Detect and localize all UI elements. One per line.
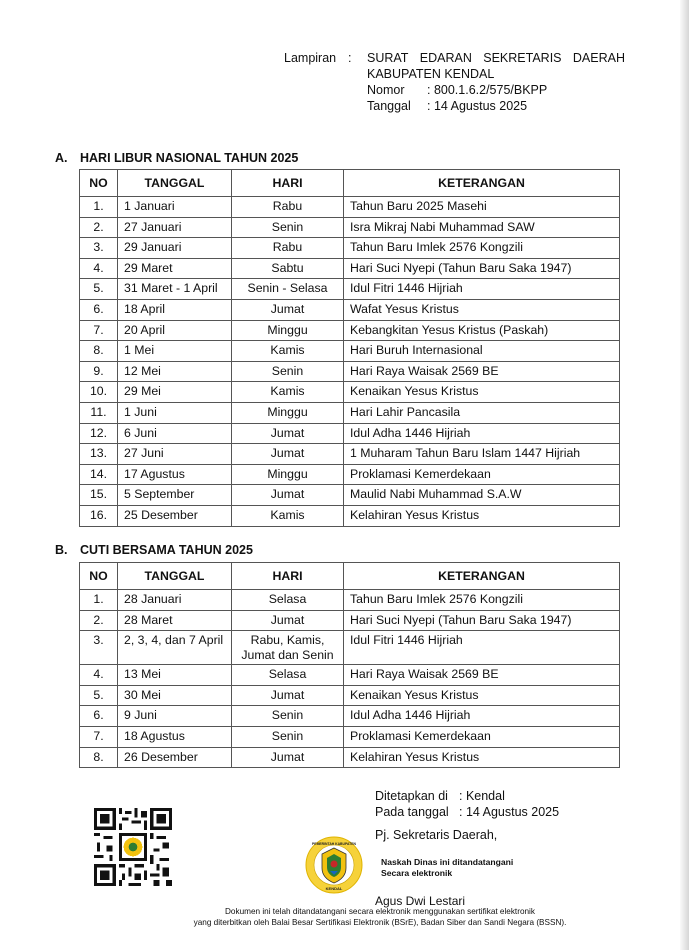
cell-no: 4. (80, 665, 118, 686)
cell-no: 7. (80, 726, 118, 747)
seal-top-text: PEMERINTAH KABUPATEN (312, 842, 356, 846)
cell-hari: Selasa (232, 590, 344, 611)
cell-no: 11. (80, 402, 118, 423)
cell-tanggal: 26 Desember (118, 747, 232, 768)
lampiran-word: DAERAH (572, 51, 625, 65)
cell-no: 1. (80, 197, 118, 218)
cell-no: 6. (80, 706, 118, 727)
section-b-letter: B. (55, 543, 68, 557)
cell-no: 8. (80, 747, 118, 768)
cell-no: 12. (80, 423, 118, 444)
cell-tanggal: 27 Juni (118, 444, 232, 465)
col-header-no: NO (80, 563, 118, 590)
cell-hari: Minggu (232, 464, 344, 485)
table-row (80, 685, 620, 706)
col-header-tanggal: TANGGAL (118, 563, 232, 590)
kendal-seal-icon (305, 836, 363, 894)
table-header-row (80, 563, 620, 590)
cell-tanggal: 17 Agustus (118, 464, 232, 485)
cell-hari: Kamis (232, 505, 344, 526)
cell-tanggal: 28 Januari (118, 590, 232, 611)
cell-tanggal: 13 Mei (118, 665, 232, 686)
cell-hari: Sabtu (232, 258, 344, 279)
tanggal-label: Tanggal (367, 99, 411, 113)
signer-title: Pj. Sekretaris Daerah, (375, 828, 498, 842)
cell-no: 2. (80, 610, 118, 631)
qr-code-icon (94, 808, 172, 886)
cell-tanggal: 12 Mei (118, 361, 232, 382)
cell-keterangan: Idul Adha 1446 Hijriah (344, 706, 620, 727)
e-signed-note (381, 857, 513, 879)
table-row (80, 485, 620, 506)
cell-no: 13. (80, 444, 118, 465)
col-header-no: NO (80, 170, 118, 197)
cell-keterangan: Proklamasi Kemerdekaan (344, 464, 620, 485)
cell-keterangan: Kenaikan Yesus Kristus (344, 685, 620, 706)
col-header-keterangan: KETERANGAN (344, 170, 620, 197)
cuti-bersama-table (79, 562, 620, 768)
e-signed-line2: Secara elektronik (381, 868, 453, 878)
section-a-title (55, 151, 298, 165)
table-row (80, 341, 620, 362)
cell-no: 3. (80, 238, 118, 259)
cell-hari: Senin (232, 706, 344, 727)
footer-line2: yang diterbitkan oleh Balai Besar Sertifikasi Elektronik (BSrE), Badan Siber dan Sandi Negara (BSSN). (193, 918, 567, 927)
col-header-keterangan: KETERANGAN (344, 563, 620, 590)
cell-hari: Rabu (232, 197, 344, 218)
table-header-row (80, 170, 620, 197)
section-a-letter: A. (55, 151, 68, 165)
cell-no: 6. (80, 299, 118, 320)
table-row (80, 402, 620, 423)
cell-keterangan: Tahun Baru 2025 Masehi (344, 197, 620, 218)
cell-keterangan: Kebangkitan Yesus Kristus (Paskah) (344, 320, 620, 341)
col-header-tanggal: TANGGAL (118, 170, 232, 197)
cell-keterangan: Wafat Yesus Kristus (344, 299, 620, 320)
cell-no: 1. (80, 590, 118, 611)
table-row (80, 258, 620, 279)
cell-hari: Jumat (232, 444, 344, 465)
col-header-hari: HARI (232, 170, 344, 197)
cell-hari: Rabu, Kamis, Jumat dan Senin (232, 631, 344, 665)
cell-tanggal: 29 Mei (118, 382, 232, 403)
cell-keterangan: Idul Adha 1446 Hijriah (344, 423, 620, 444)
table-row (80, 382, 620, 403)
cell-tanggal: 18 Agustus (118, 726, 232, 747)
cell-tanggal: 6 Juni (118, 423, 232, 444)
cell-hari: Senin (232, 217, 344, 238)
footer-note (100, 906, 660, 928)
pada-tanggal-label: Pada tanggal (375, 805, 449, 819)
cell-no: 16. (80, 505, 118, 526)
cell-tanggal: 25 Desember (118, 505, 232, 526)
cell-no: 7. (80, 320, 118, 341)
table-row (80, 590, 620, 611)
table-row (80, 238, 620, 259)
table-row (80, 197, 620, 218)
table-row (80, 320, 620, 341)
cell-keterangan: Hari Buruh Internasional (344, 341, 620, 362)
ditetapkan-block (375, 788, 559, 820)
cell-keterangan: 1 Muharam Tahun Baru Islam 1447 Hijriah (344, 444, 620, 465)
cell-tanggal: 29 Januari (118, 238, 232, 259)
cell-tanggal: 30 Mei (118, 685, 232, 706)
cell-keterangan: Kelahiran Yesus Kristus (344, 505, 620, 526)
ditetapkan-label: Ditetapkan di (375, 789, 448, 803)
cell-hari: Selasa (232, 665, 344, 686)
cell-hari: Senin (232, 361, 344, 382)
col-header-hari: HARI (232, 563, 344, 590)
lampiran-line1 (367, 50, 625, 66)
cell-hari: Rabu (232, 238, 344, 259)
table-row (80, 505, 620, 526)
cell-keterangan: Kelahiran Yesus Kristus (344, 747, 620, 768)
cell-keterangan: Maulid Nabi Muhammad S.A.W (344, 485, 620, 506)
section-a-heading: HARI LIBUR NASIONAL TAHUN 2025 (80, 151, 299, 165)
cell-keterangan: Proklamasi Kemerdekaan (344, 726, 620, 747)
signer-name: Agus Dwi Lestari (375, 894, 466, 908)
cell-hari: Senin (232, 726, 344, 747)
table-row (80, 747, 620, 768)
table-row (80, 423, 620, 444)
footer-line1: Dokumen ini telah ditandatangani secara elektronik menggunakan sertifikat elektronik (225, 907, 535, 916)
table-row (80, 726, 620, 747)
cell-tanggal: 31 Maret - 1 April (118, 279, 232, 300)
cell-tanggal: 20 April (118, 320, 232, 341)
nomor-value: : 800.1.6.2/575/BKPP (427, 83, 548, 97)
cell-hari: Jumat (232, 299, 344, 320)
lampiran-label: Lampiran (284, 51, 337, 65)
cell-no: 10. (80, 382, 118, 403)
cell-hari: Kamis (232, 341, 344, 362)
cell-no: 14. (80, 464, 118, 485)
cell-keterangan: Idul Fitri 1446 Hijriah (344, 631, 620, 665)
table-row (80, 361, 620, 382)
seal-bottom-text: KENDAL (325, 886, 343, 891)
tanggal-value: : 14 Agustus 2025 (427, 99, 528, 113)
cell-tanggal: 27 Januari (118, 217, 232, 238)
cell-keterangan: Hari Suci Nyepi (Tahun Baru Saka 1947) (344, 258, 620, 279)
lampiran-word: SURAT (367, 51, 409, 65)
cell-keterangan: Hari Suci Nyepi (Tahun Baru Saka 1947) (344, 610, 620, 631)
cell-keterangan: Tahun Baru Imlek 2576 Kongzili (344, 238, 620, 259)
cell-keterangan: Tahun Baru Imlek 2576 Kongzili (344, 590, 620, 611)
cell-hari: Senin - Selasa (232, 279, 344, 300)
cell-tanggal: 1 Januari (118, 197, 232, 218)
lampiran-word: SEKRETARIS (483, 51, 562, 65)
cell-no: 5. (80, 279, 118, 300)
ditetapkan-value: : Kendal (459, 789, 505, 803)
pada-tanggal-value: : 14 Agustus 2025 (459, 805, 560, 819)
cell-no: 5. (80, 685, 118, 706)
cell-hari: Minggu (232, 402, 344, 423)
cell-tanggal: 1 Mei (118, 341, 232, 362)
cell-no: 8. (80, 341, 118, 362)
cell-tanggal: 28 Maret (118, 610, 232, 631)
cell-no: 3. (80, 631, 118, 665)
cell-keterangan: Hari Raya Waisak 2569 BE (344, 665, 620, 686)
lampiran-colon: : (348, 51, 352, 65)
cell-keterangan: Isra Mikraj Nabi Muhammad SAW (344, 217, 620, 238)
page-edge-shadow (680, 0, 689, 950)
section-b-heading: CUTI BERSAMA TAHUN 2025 (80, 543, 253, 557)
cell-hari: Minggu (232, 320, 344, 341)
cell-no: 4. (80, 258, 118, 279)
cell-hari: Jumat (232, 747, 344, 768)
cell-hari: Jumat (232, 485, 344, 506)
nomor-label: Nomor (367, 83, 405, 97)
cell-tanggal: 1 Juni (118, 402, 232, 423)
table-row (80, 444, 620, 465)
cell-keterangan: Hari Lahir Pancasila (344, 402, 620, 423)
section-b-title (55, 543, 253, 557)
qr-center-logo (124, 838, 143, 857)
cell-hari: Jumat (232, 610, 344, 631)
cell-tanggal: 9 Juni (118, 706, 232, 727)
lampiran-word: EDARAN (419, 51, 472, 65)
table-row (80, 706, 620, 727)
cell-hari: Jumat (232, 423, 344, 444)
cell-tanggal: 29 Maret (118, 258, 232, 279)
cell-no: 15. (80, 485, 118, 506)
cell-tanggal: 18 April (118, 299, 232, 320)
cell-no: 9. (80, 361, 118, 382)
table-row (80, 631, 620, 665)
table-row (80, 665, 620, 686)
lampiran-line2: KABUPATEN KENDAL (367, 67, 495, 81)
cell-keterangan: Kenaikan Yesus Kristus (344, 382, 620, 403)
table-row (80, 464, 620, 485)
cell-hari: Jumat (232, 685, 344, 706)
cell-tanggal: 5 September (118, 485, 232, 506)
holiday-table (79, 169, 620, 527)
table-row (80, 279, 620, 300)
cell-hari: Kamis (232, 382, 344, 403)
cell-keterangan: Hari Raya Waisak 2569 BE (344, 361, 620, 382)
e-signed-line1: Naskah Dinas ini ditandatangani (381, 857, 514, 867)
cell-keterangan: Idul Fitri 1446 Hijriah (344, 279, 620, 300)
table-row (80, 610, 620, 631)
cell-tanggal: 2, 3, 4, dan 7 April (118, 631, 232, 665)
cell-no: 2. (80, 217, 118, 238)
table-row (80, 217, 620, 238)
table-row (80, 299, 620, 320)
